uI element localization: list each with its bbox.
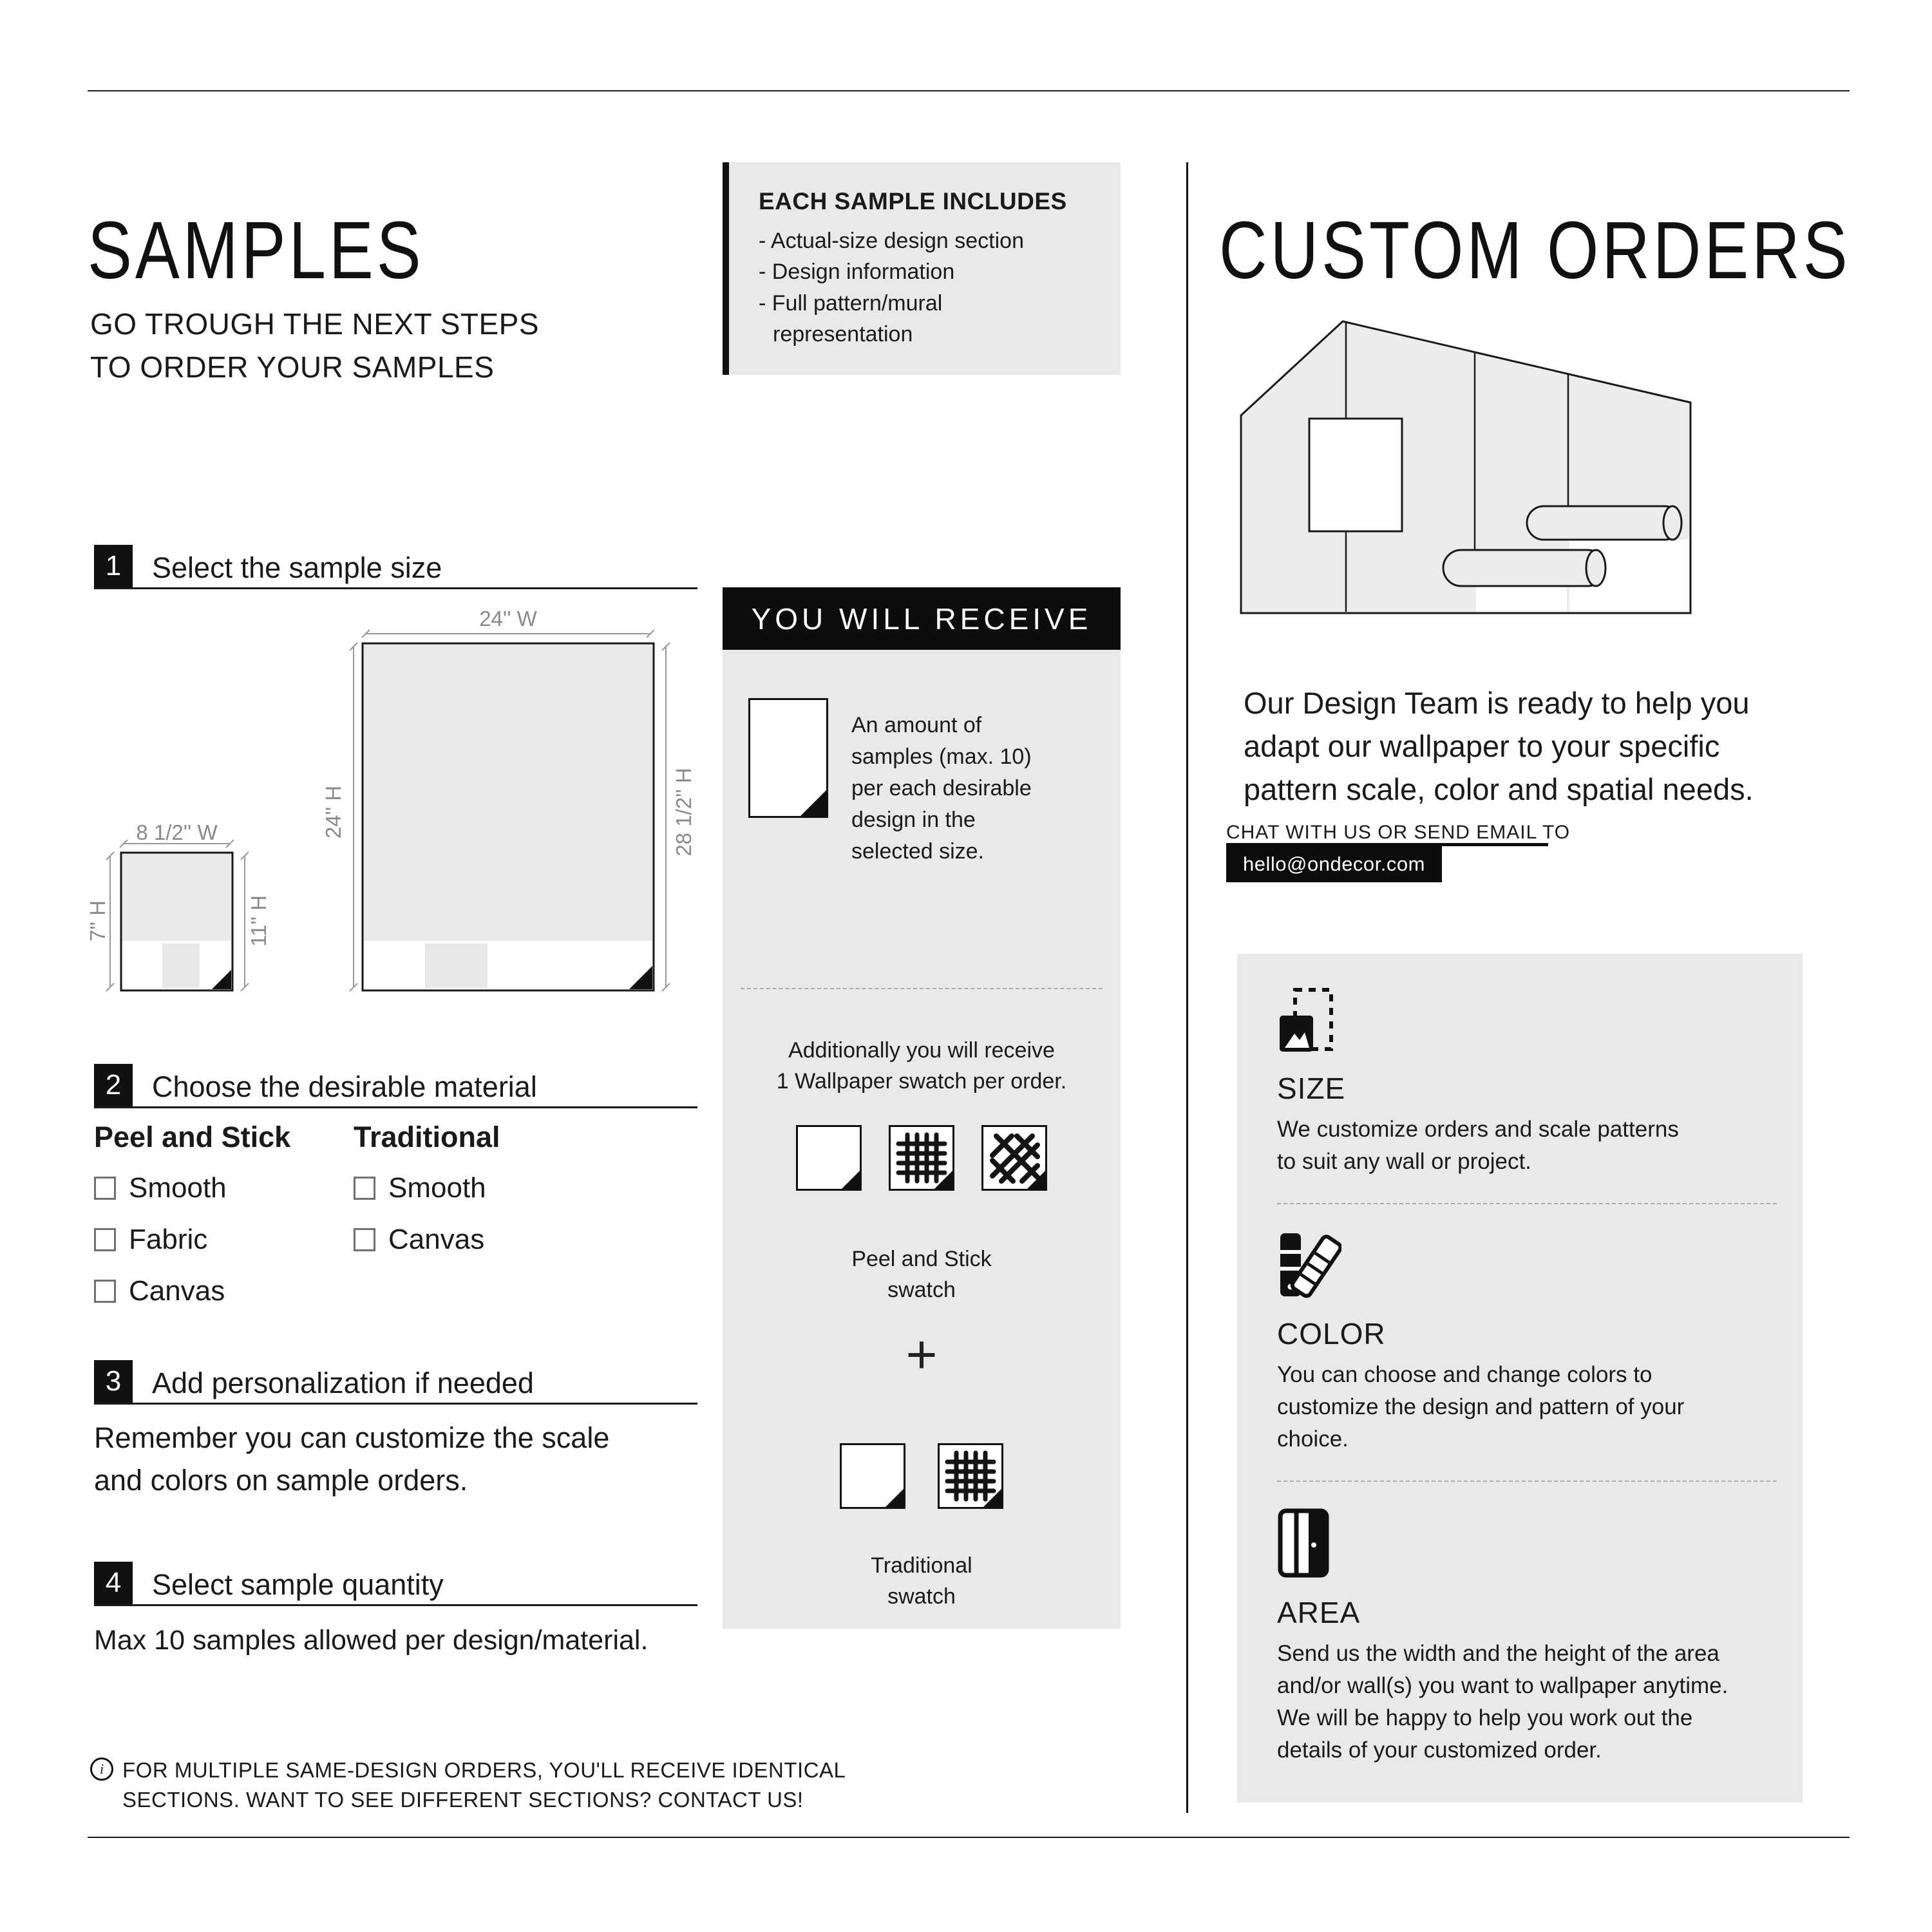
area-door-icon	[1277, 1508, 1331, 1578]
small-sample-height-right-label: 11'' H	[247, 895, 270, 947]
step1-title: Select the sample size	[152, 551, 442, 584]
custom-orders-panel	[1237, 954, 1803, 1803]
custom-body-line: pattern scale, color and spatial needs.	[1244, 772, 1754, 807]
option-label: Canvas	[388, 1224, 485, 1255]
house-wallpaper-illustration	[1240, 320, 1692, 615]
custom-body-line: Our Design Team is ready to help you	[1244, 686, 1750, 720]
folded-corner-icon	[800, 790, 827, 817]
size-body-line: We customize orders and scale patterns	[1277, 1117, 1679, 1142]
dashed-divider	[1277, 1203, 1777, 1204]
swatch-grid-icon	[889, 1125, 954, 1191]
sample-size-diagram-graphic	[90, 605, 696, 1005]
intro-line: TO ORDER YOUR SAMPLES	[90, 350, 495, 384]
page-icon	[748, 698, 828, 818]
material-column-peel-and-stick	[94, 1121, 290, 1327]
material-column-traditional	[354, 1121, 500, 1275]
top-divider	[88, 90, 1850, 91]
traditional-swatch-label	[723, 1550, 1121, 1613]
step1-number-badge: 1	[94, 545, 133, 587]
large-sample-height-right-label: 28 1/2'' H	[672, 768, 696, 857]
material-option-row	[94, 1224, 290, 1256]
note-text	[122, 1756, 846, 1814]
label-line: Traditional	[871, 1553, 972, 1578]
area-section-label: AREA	[1277, 1596, 1361, 1630]
material-option-row	[354, 1224, 500, 1256]
material-option-row	[94, 1172, 290, 1204]
bottom-divider	[88, 1837, 1850, 1838]
samples-intro	[90, 303, 539, 388]
samples-title: SAMPLES	[88, 205, 424, 296]
option-label: Smooth	[388, 1172, 486, 1204]
label-line: swatch	[887, 1584, 956, 1609]
email-badge[interactable]: hello@ondecor.com	[1226, 846, 1442, 882]
sample-amount-row	[748, 698, 1108, 867]
option-label: Smooth	[129, 1172, 227, 1204]
plus-icon: +	[905, 1324, 938, 1385]
area-body-line: details of your customized order.	[1277, 1737, 1602, 1763]
checkbox-traditional-smooth[interactable]	[354, 1177, 375, 1200]
step3-number-badge: 3	[94, 1360, 133, 1403]
info-note	[90, 1756, 846, 1814]
includes-item: - Full pattern/mural	[759, 290, 943, 316]
size-section-body	[1277, 1113, 1783, 1177]
step1-underline	[94, 587, 697, 589]
step4-underline	[94, 1604, 697, 1606]
includes-title: EACH SAMPLE INCLUDES	[759, 188, 1067, 214]
folded-corner-icon	[934, 1170, 953, 1189]
step2-underline	[94, 1106, 697, 1108]
includes-item: - Design information	[759, 260, 955, 285]
large-sample-width-label: 24'' W	[479, 607, 537, 630]
material-option-row	[354, 1172, 500, 1204]
amount-text	[851, 710, 1032, 867]
size-frame-icon	[1277, 987, 1336, 1054]
area-section-body	[1277, 1638, 1783, 1766]
custom-orders-title: CUSTOM ORDERS	[1219, 205, 1851, 296]
checkbox-peel-fabric[interactable]	[94, 1228, 116, 1251]
step4-body: Max 10 samples allowed per design/material.	[94, 1625, 649, 1656]
dashed-divider	[741, 988, 1103, 989]
area-body-line: Send us the width and the height of the area	[1277, 1641, 1719, 1667]
folded-corner-icon	[841, 1170, 860, 1189]
checkbox-peel-canvas[interactable]	[94, 1280, 116, 1303]
intro-line: GO TROUGH THE NEXT STEPS	[90, 307, 540, 341]
area-body-line: We will be happy to help you work out the	[1277, 1705, 1693, 1730]
column-divider	[1186, 162, 1188, 1813]
note-line: SECTIONS. WANT TO SEE DIFFERENT SECTIONS? CONTACT US!	[122, 1787, 804, 1812]
you-will-receive-header: YOU WILL RECEIVE	[723, 587, 1121, 650]
peel-and-stick-swatch-row	[723, 1125, 1121, 1191]
color-body-line: customize the design and pattern of your	[1277, 1394, 1685, 1420]
amount-line: design in the	[851, 807, 976, 832]
color-section-body	[1277, 1359, 1783, 1455]
includes-box	[723, 162, 1121, 375]
folded-corner-icon	[1027, 1170, 1046, 1189]
size-body-line: to suit any wall or project.	[1277, 1148, 1531, 1174]
info-icon: i	[90, 1757, 113, 1781]
custom-orders-body	[1244, 681, 1754, 811]
additionally-text	[723, 1035, 1121, 1097]
small-sample-width-label: 8 1/2'' W	[136, 820, 218, 844]
swatch-grid-icon	[938, 1443, 1003, 1509]
traditional-title: Traditional	[354, 1121, 500, 1153]
amount-line: An amount of	[851, 713, 982, 737]
folded-corner-icon	[885, 1488, 904, 1508]
swatch-blank-icon	[840, 1443, 905, 1509]
dashed-divider	[1277, 1481, 1777, 1482]
includes-item: representation	[773, 321, 913, 346]
swatch-crosshatch-icon	[981, 1125, 1047, 1191]
step3-body-line: and colors on sample orders.	[94, 1464, 468, 1497]
label-line: swatch	[887, 1278, 956, 1303]
large-sample-height-left-label: 24'' H	[321, 785, 345, 839]
sample-size-diagram	[86, 605, 696, 1005]
color-section-label: COLOR	[1277, 1317, 1386, 1351]
small-sample-height-left-label: 7'' H	[86, 900, 109, 942]
checkbox-peel-smooth[interactable]	[94, 1177, 116, 1200]
additionally-line: 1 Wallpaper swatch per order.	[776, 1069, 1067, 1094]
size-section-label: SIZE	[1277, 1072, 1346, 1105]
peel-and-stick-title: Peel and Stick	[94, 1121, 291, 1153]
step4-number-badge: 4	[94, 1562, 133, 1604]
label-line: Peel and Stick	[851, 1247, 992, 1271]
step3-body	[94, 1417, 609, 1502]
amount-line: selected size.	[851, 838, 984, 864]
step2-title: Choose the desirable material	[152, 1070, 537, 1103]
option-label: Canvas	[129, 1275, 225, 1307]
custom-body-line: adapt our wallpaper to your specific	[1244, 729, 1720, 764]
color-swatchbook-icon	[1277, 1230, 1341, 1300]
step3-body-line: Remember you can customize the scale	[94, 1421, 610, 1454]
traditional-swatch-row	[723, 1443, 1121, 1509]
color-body-line: choice.	[1277, 1426, 1349, 1452]
step2-number-badge: 2	[94, 1064, 133, 1106]
folded-corner-icon	[983, 1488, 1002, 1508]
material-option-row	[94, 1275, 290, 1307]
swatch-blank-icon	[796, 1125, 862, 1191]
checkbox-traditional-canvas[interactable]	[354, 1228, 375, 1251]
amount-line: samples (max. 10)	[851, 744, 1032, 769]
step3-underline	[94, 1403, 697, 1405]
step3-title: Add personalization if needed	[152, 1367, 534, 1399]
option-label: Fabric	[129, 1224, 208, 1255]
additionally-line: Additionally you will receive	[788, 1038, 1055, 1063]
chat-label: CHAT WITH US OR SEND EMAIL TO	[1226, 822, 1571, 843]
includes-item: - Actual-size design section	[759, 229, 1024, 253]
amount-line: per each desirable	[851, 775, 1032, 800]
step4-title: Select sample quantity	[152, 1568, 444, 1601]
area-body-line: and/or wall(s) you want to wallpaper anytime.	[1277, 1673, 1728, 1699]
note-line: FOR MULTIPLE SAME-DESIGN ORDERS, YOU'LL RECEIVE IDENTICAL	[122, 1758, 846, 1782]
you-will-receive-panel	[723, 650, 1121, 1629]
peel-and-stick-swatch-label	[723, 1244, 1121, 1306]
color-body-line: You can choose and change colors to	[1277, 1362, 1653, 1388]
